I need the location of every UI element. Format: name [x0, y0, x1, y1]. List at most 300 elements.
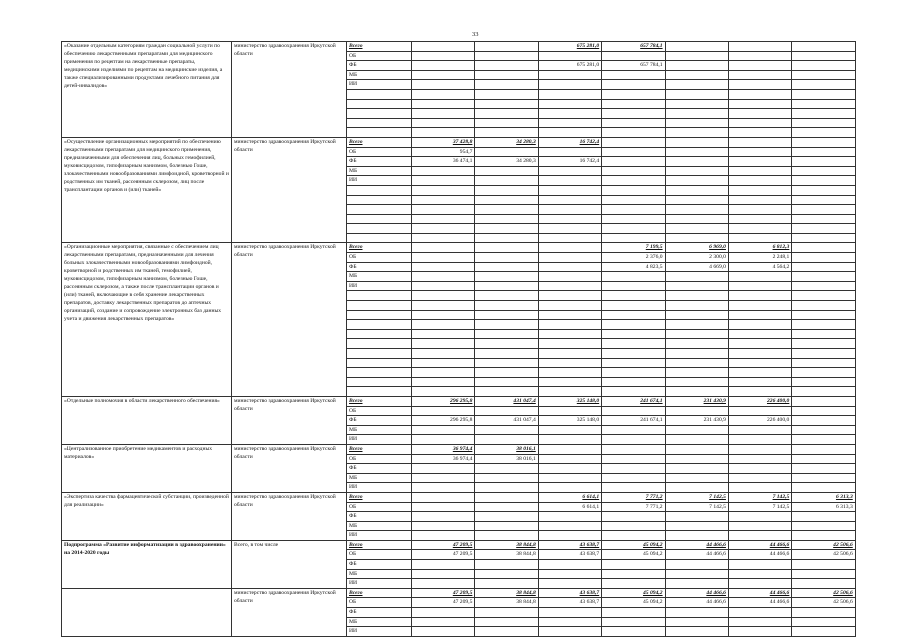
empty-cell	[538, 89, 601, 99]
amount-cell	[412, 243, 475, 253]
amount-cell: 43 638,7	[538, 598, 601, 608]
amount-cell	[602, 166, 665, 176]
amount-cell	[728, 444, 791, 454]
empty-cell	[665, 349, 728, 359]
amount-cell	[792, 627, 855, 637]
empty-cell	[728, 358, 791, 368]
amount-cell	[475, 473, 538, 483]
empty-cell	[538, 301, 601, 311]
empty-cell	[665, 214, 728, 224]
amount-cell	[538, 80, 601, 90]
amount-cell: 44 466,6	[728, 598, 791, 608]
empty-cell	[792, 89, 855, 99]
amount-cell	[792, 42, 855, 52]
empty-cell	[665, 320, 728, 330]
amount-cell	[475, 569, 538, 579]
amount-cell: 7 771,2	[602, 492, 665, 502]
funding-source: ФБ	[347, 560, 412, 570]
empty-cell	[475, 224, 538, 234]
amount-cell	[665, 70, 728, 80]
amount-cell: 6 969,0	[665, 243, 728, 253]
amount-cell	[475, 42, 538, 52]
empty-cell	[728, 214, 791, 224]
amount-cell	[792, 579, 855, 589]
empty-cell	[347, 301, 412, 311]
amount-cell	[412, 483, 475, 493]
empty-cell	[602, 339, 665, 349]
amount-cell	[538, 627, 601, 637]
amount-cell	[602, 176, 665, 186]
amount-cell	[475, 262, 538, 272]
amount-cell: 43 638,7	[538, 588, 601, 598]
amount-cell	[728, 425, 791, 435]
amount-cell: 325 148,0	[538, 396, 601, 406]
amount-cell: 325 148,0	[538, 416, 601, 426]
empty-cell	[475, 128, 538, 138]
amount-cell	[665, 521, 728, 531]
amount-cell	[602, 51, 665, 61]
funding-source: ФБ	[347, 157, 412, 167]
amount-cell	[412, 435, 475, 445]
funding-source: Всего	[347, 588, 412, 598]
empty-cell	[728, 128, 791, 138]
amount-cell	[665, 137, 728, 147]
amount-cell	[475, 70, 538, 80]
empty-cell	[347, 128, 412, 138]
amount-cell	[728, 521, 791, 531]
empty-cell	[347, 214, 412, 224]
executor-cell: Всего, в том числе	[232, 540, 347, 588]
empty-cell	[475, 377, 538, 387]
empty-cell	[665, 301, 728, 311]
amount-cell	[665, 80, 728, 90]
amount-cell: 42 506,6	[792, 588, 855, 598]
event-description: «Централизованное приобретение медикаментов и расходных материалов»	[62, 444, 232, 492]
amount-cell	[665, 147, 728, 157]
amount-cell: 2 376,0	[602, 253, 665, 263]
amount-cell	[728, 157, 791, 167]
executor-cell: министерство здравоохранения Иркутской области	[232, 243, 347, 397]
table-row	[62, 243, 856, 253]
amount-cell	[475, 253, 538, 263]
amount-cell	[412, 425, 475, 435]
amount-cell	[412, 70, 475, 80]
empty-cell	[792, 320, 855, 330]
amount-cell: 38 016,1	[475, 454, 538, 464]
amount-cell	[412, 521, 475, 531]
amount-cell: 4 669,0	[665, 262, 728, 272]
empty-cell	[347, 205, 412, 215]
amount-cell: 6 313,3	[792, 492, 855, 502]
empty-cell	[412, 99, 475, 109]
executor-cell: министерство здравоохранения Иркутской области	[232, 42, 347, 138]
amount-cell	[538, 483, 601, 493]
amount-cell: 657 784,1	[602, 42, 665, 52]
amount-cell	[475, 579, 538, 589]
amount-cell: 6 614,1	[538, 492, 601, 502]
empty-cell	[347, 291, 412, 301]
empty-cell	[665, 205, 728, 215]
amount-cell: 2 300,0	[665, 253, 728, 263]
amount-cell	[475, 502, 538, 512]
empty-cell	[602, 368, 665, 378]
amount-cell: 34 280,3	[475, 157, 538, 167]
amount-cell	[792, 444, 855, 454]
amount-cell	[665, 512, 728, 522]
empty-cell	[602, 291, 665, 301]
empty-cell	[475, 185, 538, 195]
amount-cell	[728, 560, 791, 570]
amount-cell	[602, 137, 665, 147]
empty-cell	[475, 310, 538, 320]
funding-source: ОБ	[347, 502, 412, 512]
amount-cell: 6 614,1	[538, 502, 601, 512]
amount-cell: 675 281,0	[538, 61, 601, 71]
empty-cell	[475, 329, 538, 339]
amount-cell	[792, 157, 855, 167]
amount-cell	[602, 272, 665, 282]
empty-cell	[728, 301, 791, 311]
empty-cell	[412, 329, 475, 339]
amount-cell: 296 295,8	[412, 416, 475, 426]
empty-cell	[475, 214, 538, 224]
empty-cell	[475, 349, 538, 359]
amount-cell	[412, 473, 475, 483]
amount-cell	[412, 253, 475, 263]
amount-cell: 44 466,6	[665, 588, 728, 598]
amount-cell	[602, 464, 665, 474]
empty-cell	[665, 128, 728, 138]
empty-cell	[665, 185, 728, 195]
empty-cell	[412, 301, 475, 311]
amount-cell	[538, 281, 601, 291]
amount-cell	[475, 147, 538, 157]
amount-cell	[538, 147, 601, 157]
amount-cell	[728, 80, 791, 90]
amount-cell	[412, 492, 475, 502]
empty-cell	[792, 339, 855, 349]
amount-cell	[475, 272, 538, 282]
empty-cell	[475, 99, 538, 109]
amount-cell	[538, 464, 601, 474]
event-description	[62, 588, 232, 636]
amount-cell: 36 974,4	[412, 444, 475, 454]
amount-cell	[538, 512, 601, 522]
empty-cell	[347, 320, 412, 330]
table-row	[62, 540, 856, 550]
executor-cell: министерство здравоохранения Иркутской области	[232, 492, 347, 540]
empty-cell	[792, 349, 855, 359]
empty-cell	[412, 349, 475, 359]
empty-cell	[792, 205, 855, 215]
amount-cell	[792, 464, 855, 474]
empty-cell	[728, 185, 791, 195]
empty-cell	[347, 195, 412, 205]
amount-cell	[602, 435, 665, 445]
amount-cell	[728, 617, 791, 627]
empty-cell	[665, 368, 728, 378]
empty-cell	[412, 339, 475, 349]
amount-cell	[728, 569, 791, 579]
empty-cell	[538, 339, 601, 349]
amount-cell	[602, 483, 665, 493]
amount-cell	[792, 281, 855, 291]
amount-cell: 47 209,5	[412, 598, 475, 608]
amount-cell	[412, 531, 475, 541]
funding-source: Всего	[347, 492, 412, 502]
amount-cell: 226 400,0	[728, 396, 791, 406]
amount-cell	[602, 531, 665, 541]
amount-cell	[538, 166, 601, 176]
amount-cell	[412, 262, 475, 272]
amount-cell	[602, 70, 665, 80]
amount-cell	[792, 560, 855, 570]
amount-cell	[475, 531, 538, 541]
amount-cell: 7 142,5	[728, 502, 791, 512]
amount-cell	[728, 281, 791, 291]
amount-cell	[412, 281, 475, 291]
amount-cell	[792, 61, 855, 71]
empty-cell	[412, 368, 475, 378]
amount-cell: 16 742,4	[538, 137, 601, 147]
amount-cell	[412, 406, 475, 416]
empty-cell	[475, 118, 538, 128]
funding-source: ИИ	[347, 531, 412, 541]
amount-cell	[665, 61, 728, 71]
funding-source: ФБ	[347, 61, 412, 71]
table-row	[62, 396, 856, 406]
empty-cell	[602, 377, 665, 387]
amount-cell	[665, 608, 728, 618]
amount-cell	[792, 272, 855, 282]
amount-cell: 431 047,4	[475, 416, 538, 426]
funding-source: Всего	[347, 540, 412, 550]
empty-cell	[347, 89, 412, 99]
amount-cell	[538, 617, 601, 627]
empty-cell	[538, 368, 601, 378]
amount-cell	[792, 473, 855, 483]
amount-cell	[538, 70, 601, 80]
empty-cell	[792, 233, 855, 243]
empty-cell	[602, 195, 665, 205]
amount-cell	[792, 262, 855, 272]
amount-cell	[792, 51, 855, 61]
amount-cell: 38 844,8	[475, 540, 538, 550]
empty-cell	[538, 233, 601, 243]
empty-cell	[728, 118, 791, 128]
empty-cell	[347, 310, 412, 320]
empty-cell	[412, 205, 475, 215]
amount-cell: 7 771,2	[602, 502, 665, 512]
amount-cell	[412, 608, 475, 618]
amount-cell	[412, 569, 475, 579]
empty-cell	[412, 377, 475, 387]
empty-cell	[602, 109, 665, 119]
empty-cell	[602, 320, 665, 330]
amount-cell	[538, 473, 601, 483]
empty-cell	[347, 339, 412, 349]
empty-cell	[792, 368, 855, 378]
amount-cell	[475, 425, 538, 435]
amount-cell	[475, 617, 538, 627]
funding-source: ИИ	[347, 435, 412, 445]
empty-cell	[665, 291, 728, 301]
funding-source: ОБ	[347, 51, 412, 61]
empty-cell	[538, 118, 601, 128]
empty-cell	[602, 329, 665, 339]
funding-source: ИИ	[347, 627, 412, 637]
amount-cell	[792, 176, 855, 186]
amount-cell	[792, 147, 855, 157]
empty-cell	[412, 291, 475, 301]
empty-cell	[792, 329, 855, 339]
amount-cell: 47 209,5	[412, 588, 475, 598]
empty-cell	[602, 358, 665, 368]
event-description: «Отдельные полномочия в области лекарственного обеспечения»	[62, 396, 232, 444]
funding-source: ИИ	[347, 281, 412, 291]
empty-cell	[665, 329, 728, 339]
amount-cell: 954,7	[412, 147, 475, 157]
funding-source: ИИ	[347, 483, 412, 493]
empty-cell	[538, 214, 601, 224]
amount-cell	[728, 454, 791, 464]
amount-cell: 34 280,3	[475, 137, 538, 147]
amount-cell: 36 474,1	[412, 157, 475, 167]
empty-cell	[412, 118, 475, 128]
event-description: Подпрограмма «Развитие информатизации в здравоохранении» на 2014-2020 годы	[62, 540, 232, 588]
funding-source: ИИ	[347, 80, 412, 90]
amount-cell	[475, 243, 538, 253]
amount-cell: 44 466,6	[728, 540, 791, 550]
amount-cell: 241 674,1	[602, 416, 665, 426]
empty-cell	[475, 89, 538, 99]
amount-cell	[792, 80, 855, 90]
empty-cell	[475, 301, 538, 311]
amount-cell	[412, 42, 475, 52]
amount-cell	[602, 579, 665, 589]
empty-cell	[728, 224, 791, 234]
amount-cell: 226 400,0	[728, 416, 791, 426]
amount-cell	[538, 243, 601, 253]
empty-cell	[412, 358, 475, 368]
empty-cell	[665, 89, 728, 99]
empty-cell	[538, 205, 601, 215]
amount-cell	[728, 512, 791, 522]
amount-cell: 42 506,6	[792, 598, 855, 608]
event-description: «Организационные мероприятия, связанные с обеспечением лиц лекарственными препаратами, предназначенными для лечения больных злокачественными новообразованиями лимфоидной, кроветворной и родственных им тканей, гемофилией, муковисцидозом, гипофизарным нанизмом, болезнью Гоше, рассеянным склерозом, а также после трансплантации органов и (или) тканей, включающие в себя хранение лекарственных препаратов, доставку лекарственных препаратов до аптечных организаций, создание и сопровождение электронных баз данных учета и движения лекарственных препаратов»	[62, 243, 232, 397]
empty-cell	[665, 233, 728, 243]
amount-cell: 44 466,6	[665, 598, 728, 608]
amount-cell	[728, 176, 791, 186]
amount-cell	[728, 435, 791, 445]
amount-cell	[665, 579, 728, 589]
amount-cell: 47 209,5	[412, 550, 475, 560]
amount-cell: 7 142,5	[728, 492, 791, 502]
table-row	[62, 588, 856, 598]
funding-source: ИИ	[347, 176, 412, 186]
amount-cell	[665, 281, 728, 291]
executor-cell: министерство здравоохранения Иркутской области	[232, 588, 347, 636]
empty-cell	[792, 291, 855, 301]
funding-source: МБ	[347, 70, 412, 80]
amount-cell: 2 248,1	[728, 253, 791, 263]
empty-cell	[538, 291, 601, 301]
amount-cell	[412, 166, 475, 176]
funding-source: ФБ	[347, 608, 412, 618]
amount-cell	[728, 61, 791, 71]
amount-cell: 44 466,6	[665, 550, 728, 560]
funding-source: ФБ	[347, 262, 412, 272]
amount-cell: 38 844,8	[475, 588, 538, 598]
amount-cell	[728, 608, 791, 618]
amount-cell	[665, 435, 728, 445]
funding-source: ОБ	[347, 550, 412, 560]
amount-cell	[792, 253, 855, 263]
empty-cell	[412, 387, 475, 397]
empty-cell	[792, 310, 855, 320]
empty-cell	[728, 310, 791, 320]
budget-table	[61, 41, 856, 637]
amount-cell: 45 094,2	[602, 550, 665, 560]
amount-cell	[602, 560, 665, 570]
amount-cell	[412, 502, 475, 512]
empty-cell	[475, 320, 538, 330]
empty-cell	[538, 99, 601, 109]
amount-cell	[538, 435, 601, 445]
amount-cell	[538, 262, 601, 272]
amount-cell	[602, 512, 665, 522]
empty-cell	[602, 349, 665, 359]
funding-source: МБ	[347, 473, 412, 483]
amount-cell	[792, 166, 855, 176]
amount-cell	[665, 51, 728, 61]
empty-cell	[538, 109, 601, 119]
amount-cell	[475, 608, 538, 618]
empty-cell	[792, 214, 855, 224]
executor-cell: министерство здравоохранения Иркутской области	[232, 396, 347, 444]
amount-cell	[602, 147, 665, 157]
funding-source: Всего	[347, 137, 412, 147]
amount-cell	[665, 464, 728, 474]
amount-cell: 43 638,7	[538, 550, 601, 560]
empty-cell	[412, 320, 475, 330]
amount-cell	[728, 272, 791, 282]
empty-cell	[475, 387, 538, 397]
empty-cell	[347, 329, 412, 339]
amount-cell	[665, 454, 728, 464]
funding-source: МБ	[347, 521, 412, 531]
amount-cell	[792, 425, 855, 435]
empty-cell	[665, 118, 728, 128]
empty-cell	[347, 224, 412, 234]
amount-cell	[538, 608, 601, 618]
amount-cell	[475, 492, 538, 502]
amount-cell: 42 506,6	[792, 550, 855, 560]
empty-cell	[792, 224, 855, 234]
empty-cell	[728, 89, 791, 99]
amount-cell	[665, 166, 728, 176]
amount-cell	[475, 61, 538, 71]
empty-cell	[602, 99, 665, 109]
amount-cell	[475, 435, 538, 445]
amount-cell	[538, 425, 601, 435]
amount-cell	[602, 425, 665, 435]
empty-cell	[792, 99, 855, 109]
table-row	[62, 137, 856, 147]
empty-cell	[602, 301, 665, 311]
amount-cell	[602, 617, 665, 627]
amount-cell	[412, 512, 475, 522]
